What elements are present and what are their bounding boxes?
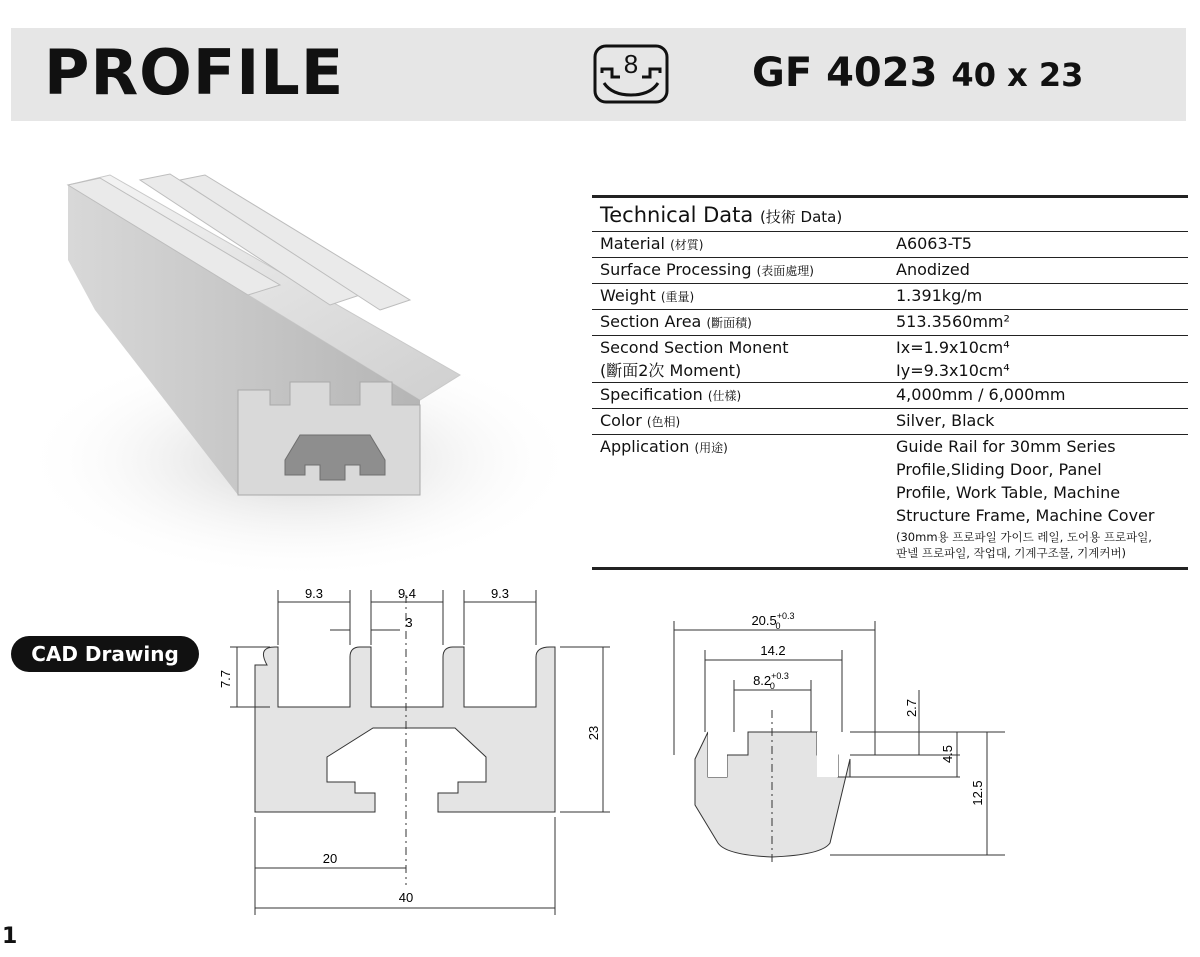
dim-slot-depth: 7.7 [218, 669, 233, 689]
cad-cross-section-drawing [210, 585, 630, 920]
dim-slot-right: 9.3 [490, 586, 510, 601]
page-title: PROFILE [44, 36, 345, 109]
row-weight: Weight (重量) 1.391kg/m [592, 284, 1188, 310]
model-code: GF 4023 [752, 50, 938, 96]
slot-badge-number: 8 [623, 49, 639, 79]
dim-2-7: 2.7 [904, 698, 919, 718]
technical-data-title: Technical Data (技術 Data) [592, 198, 1188, 232]
row-second-section-moment: Second Section Monent (斷面2次 Moment) Ix=1.9x10cm⁴ Iy=9.3x10cm⁴ [592, 336, 1188, 383]
row-material: Material (材質) A6063-T5 [592, 232, 1188, 258]
dim-4-5: 4.5 [940, 744, 955, 764]
dim-rail-top: $20.5^{+0.3}$ 0 [751, 611, 795, 631]
dim-height: 23 [586, 725, 601, 741]
row-application: Application (用途) Guide Rail for 30mm Series Profile,Sliding Door, Panel Profile, Work Table, Machine Structure Frame, Machine Cover [600, 437, 1155, 525]
dim-rail-inner: $8.2^{+0.3}$ 0 [753, 671, 789, 691]
row-section-area: Section Area (斷面積) 513.3560mm² [592, 310, 1188, 336]
header-bar [11, 28, 1186, 121]
dim-slot-center: 9.4 [397, 586, 417, 601]
profile-3d-render [0, 160, 580, 590]
dim-rail-mid: 14.2 [760, 643, 786, 658]
dim-width: 40 [398, 890, 414, 905]
model-name [752, 50, 1083, 96]
technical-data-table [592, 195, 1188, 570]
row-color: Color (色相) Silver, Black [592, 409, 1188, 435]
slot-8-icon [592, 43, 670, 105]
dim-half-width: 20 [322, 851, 338, 866]
dim-12-5: 12.5 [970, 780, 985, 806]
row-surface-processing: Surface Processing (表面處理) Anodized [592, 258, 1188, 284]
cad-rail-detail-drawing [660, 605, 1005, 865]
cad-drawing-label: CAD Drawing [11, 636, 199, 672]
dim-slot-left: 9.3 [304, 586, 324, 601]
row-specification: Specification (仕樣) 4,000mm / 6,000mm [592, 383, 1188, 409]
dim-gap: 3 [405, 615, 413, 630]
row-application-note: (30mm용 프로파일 가이드 레일, 도어용 프로파일, 판넬 프로파일, 작업대, 기계구조물, 기계커버) [896, 530, 1152, 560]
model-dimensions: 40 x 23 [951, 56, 1084, 94]
page-number: 1 [2, 924, 18, 949]
